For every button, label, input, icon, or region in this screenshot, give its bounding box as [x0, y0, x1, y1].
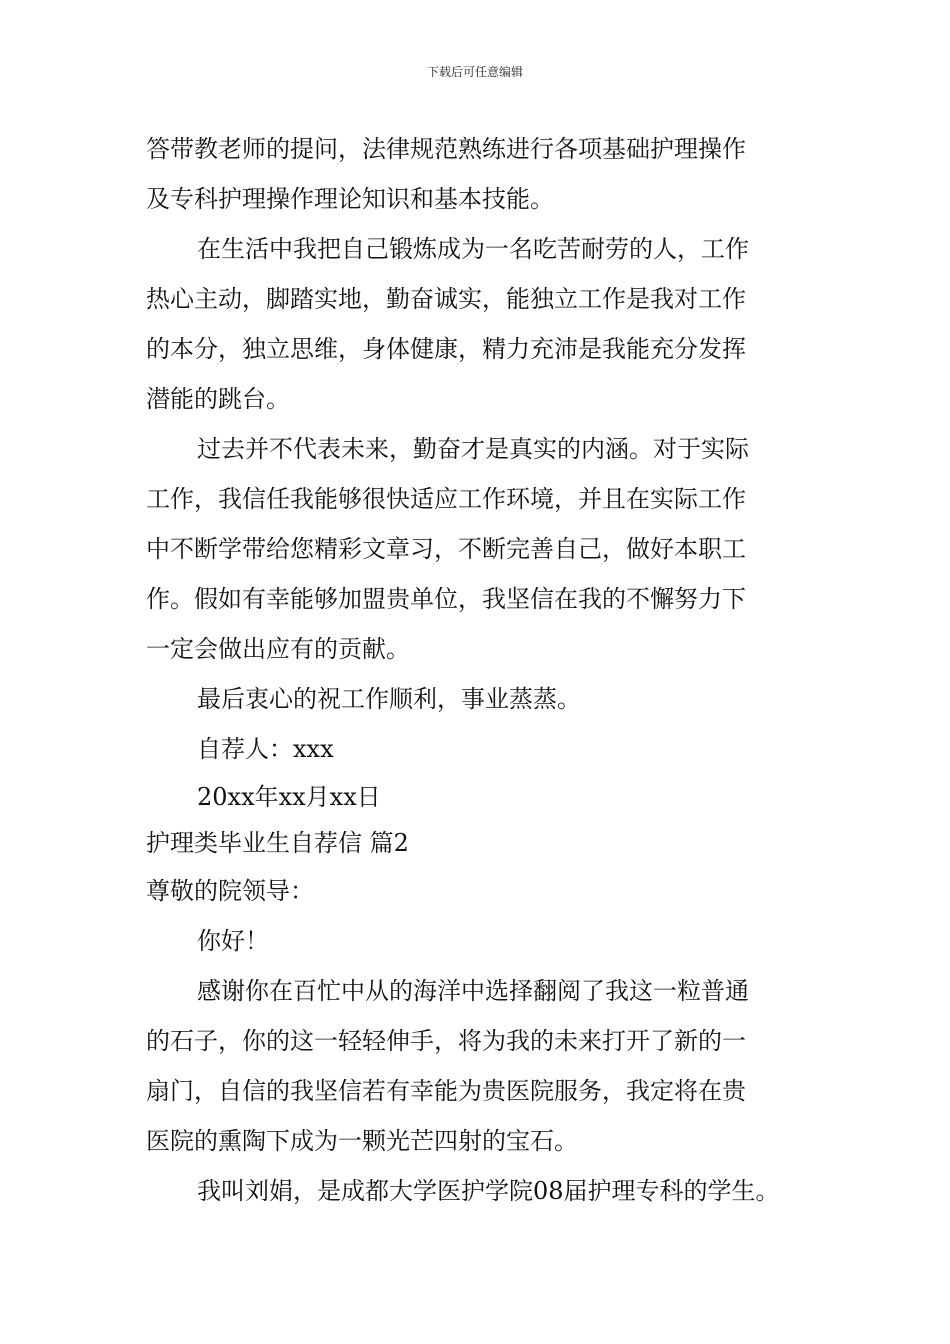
text-line: 扇门，自信的我坚信若有幸能为贵医院服务，我定将在贵: [146, 1077, 746, 1105]
text-line: 的石子，你的这一轻轻伸手，将为我的未来打开了新的一: [146, 1027, 746, 1055]
text-line: 答带教老师的提问，法律规范熟练进行各项基础护理操作: [146, 135, 746, 163]
greeting-line: 你好！: [197, 927, 269, 955]
text-line: 作。假如有幸能够加盟贵单位，我坚信在我的不懈努力下: [146, 585, 746, 613]
salutation-line: 尊敬的院领导：: [146, 877, 314, 905]
closing-wish-line: 最后衷心的祝工作顺利，事业蒸蒸。: [197, 685, 581, 713]
date-line: 20xx年xx月xx日: [197, 783, 381, 811]
text-line: 工作，我信任我能够很快适应工作环境，并且在实际工作: [146, 485, 746, 513]
text-line: 及专科护理操作理论知识和基本技能。: [146, 185, 554, 213]
text-line: 热心主动，脚踏实地，勤奋诚实，能独立工作是我对工作: [146, 285, 746, 313]
paragraph-start-line: 我叫刘娟，是成都大学医护学院08届护理专科的学生。: [197, 1177, 780, 1205]
paragraph-start-line: 过去并不代表未来，勤奋才是真实的内涵。对于实际: [197, 435, 749, 463]
section-heading: 护理类毕业生自荐信 篇2: [146, 829, 409, 857]
paragraph-start-line: 在生活中我把自己锻炼成为一名吃苦耐劳的人，工作: [197, 235, 749, 263]
document-body: [146, 124, 826, 1216]
paragraph-start-line: 感谢你在百忙中从的海洋中选择翻阅了我这一粒普通: [197, 977, 749, 1005]
text-line: 医院的熏陶下成为一颗光芒四射的宝石。: [146, 1127, 578, 1155]
page-header-note: 下载后可任意编辑: [426, 65, 523, 79]
text-line: 潜能的跳台。: [146, 385, 290, 413]
text-line: 中不断学带给您精彩文章习，不断完善自己，做好本职工: [146, 535, 746, 563]
signature-line: 自荐人：xxx: [197, 735, 334, 763]
text-line: 一定会做出应有的贡献。: [146, 635, 410, 663]
text-line: 的本分，独立思维，身体健康，精力充沛是我能充分发挥: [146, 335, 746, 363]
